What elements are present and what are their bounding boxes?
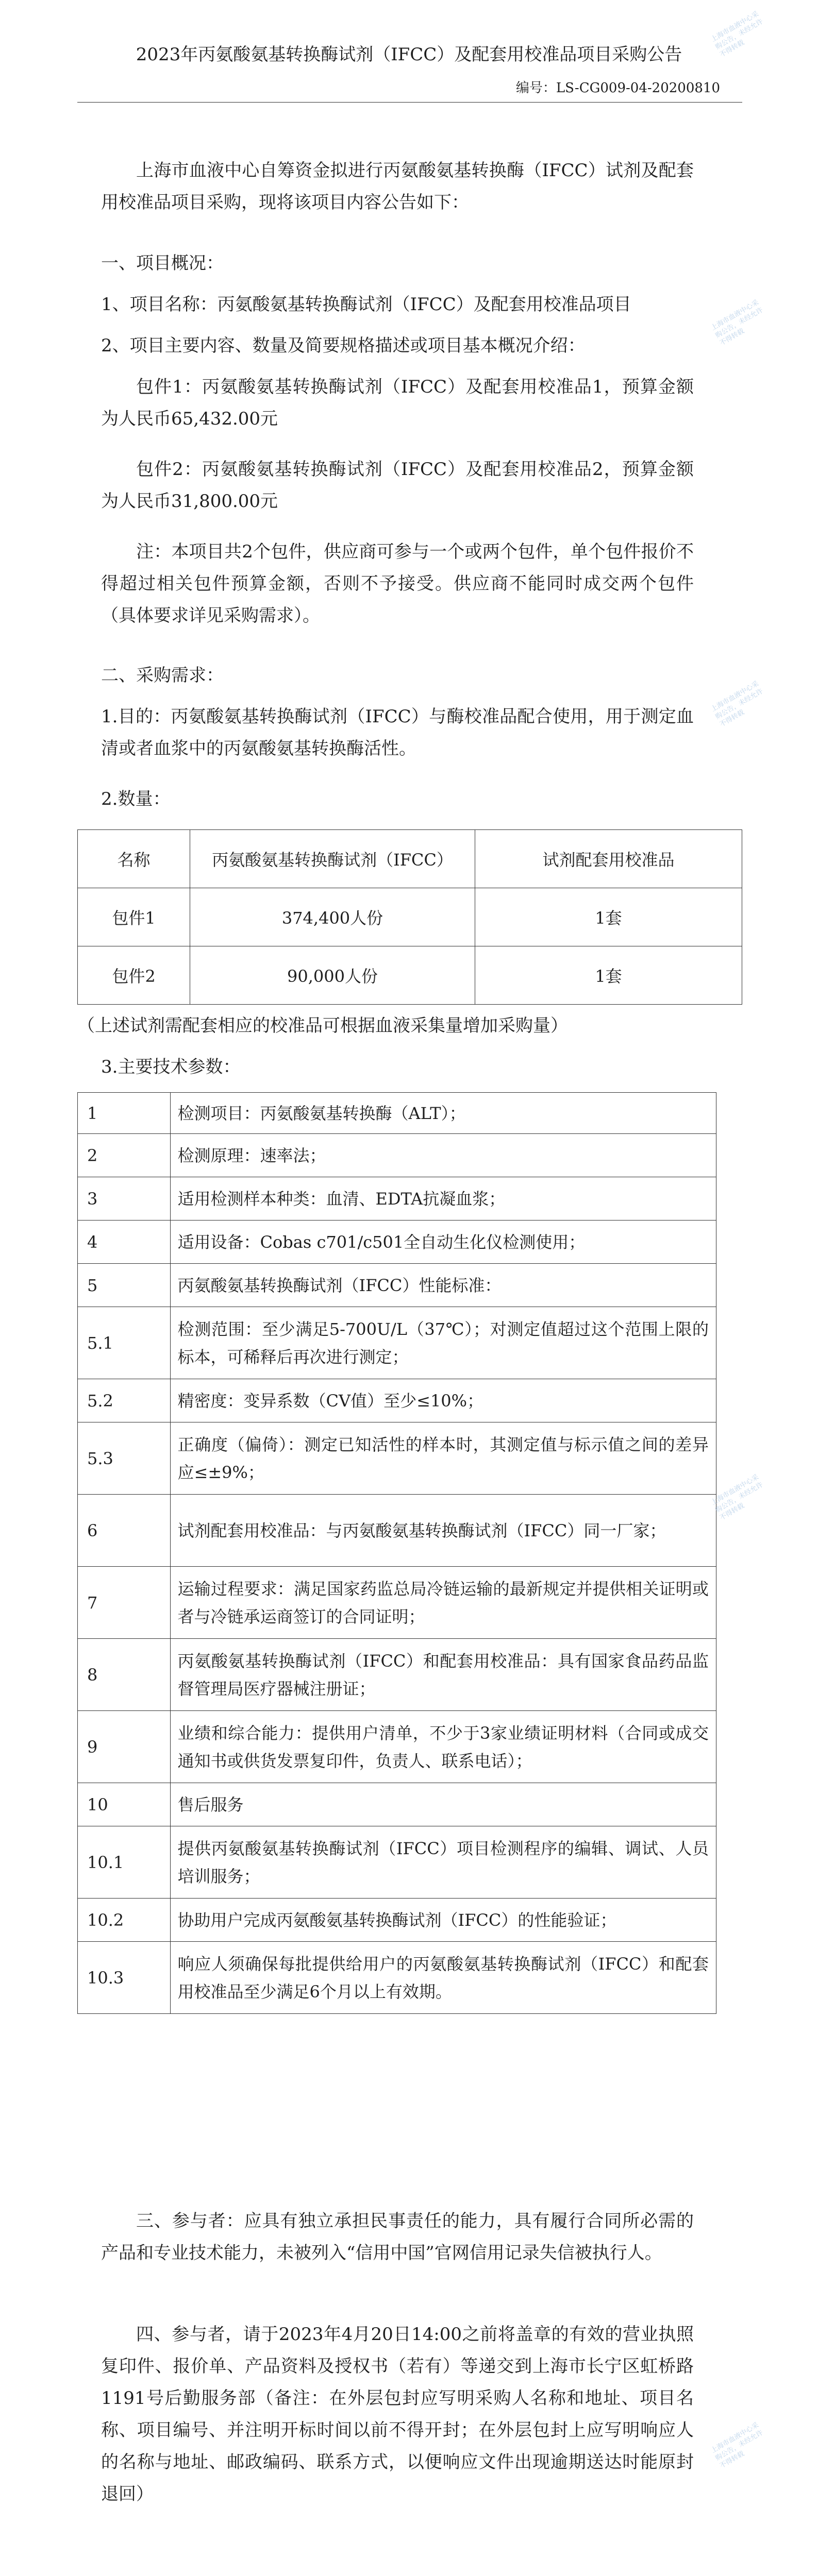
spec-text: 响应人须确保每批提供给用户的丙氨酸氨基转换酶试剂（IFCC）和配套用校准品至少满足6个月以上有效期。 [170, 1942, 716, 2014]
table-row [78, 1899, 716, 1942]
table-row [78, 1826, 716, 1899]
table-row [78, 888, 742, 946]
spec-number: 9 [78, 1711, 171, 1783]
table-cell: 1套 [475, 888, 742, 946]
spec-text: 丙氨酸氨基转换酶试剂（IFCC）和配套用校准品：具有国家食品药品监督管理局医疗器械注册证； [170, 1639, 716, 1711]
table-cell: 374,400人份 [190, 888, 475, 946]
spec-number: 5.2 [78, 1379, 171, 1422]
table-row [78, 1221, 716, 1264]
purpose-paragraph: 1.目的：丙氨酸氨基转换酶试剂（IFCC）与酶校准品配合使用，用于测定血清或者血浆中的丙氨酸氨基转换酶活性。 [101, 706, 694, 759]
quantity-note: （上述试剂需配套相应的校准品可根据血液采集量增加采购量） [77, 1015, 568, 1036]
spec-text: 检测范围：至少满足5-700U/L（37℃）；对测定值超过这个范围上限的标本，可稀释后再次进行测定； [170, 1307, 716, 1379]
spec-number: 6 [78, 1495, 171, 1567]
table-cell: 包件1 [78, 888, 190, 946]
table-row [78, 1307, 716, 1379]
section2-heading: 二、采购需求： [101, 665, 224, 686]
spec-text: 检测原理：速率法； [170, 1134, 716, 1177]
watermark-stamp: 上海市血液中心采购公告，未经允许不得转载 [710, 10, 765, 59]
section4-paragraph: 四、参与者，请于2023年4月20日14:00之前将盖章的有效的营业执照复印件、报价单、产品资料及授权书（若有）等递交到上海市长宁区虹桥路1191号后勤服务部（备注：在外层包封应写明采购人名称和地址、项目名称、项目编号、并注明开标时间以前不得开封；在外层包封上应写明响应人的名称与地址、邮政编码、联系方式，以便响应文件出现逾期送达时能原封退回） [101, 2324, 694, 2504]
spec-number: 8 [78, 1639, 171, 1711]
spec-number: 5 [78, 1264, 171, 1307]
table-row [78, 1422, 716, 1495]
table-row [78, 1639, 716, 1711]
spec-number: 10 [78, 1783, 171, 1826]
section1-heading: 一、项目概况： [101, 253, 224, 274]
spec-text: 业绩和综合能力：提供用户清单，不少于3家业绩证明材料（合同或成交通知书或供货发票复印件，负责人、联系电话）； [170, 1711, 716, 1783]
table-row [78, 1379, 716, 1422]
table-row [78, 946, 742, 1005]
spec-number: 1 [78, 1093, 171, 1134]
table-header-cell: 丙氨酸氨基转换酶试剂（IFCC） [190, 830, 475, 888]
package2-line: 包件2：丙氨酸氨基转换酶试剂（IFCC）及配套用校准品2，预算金额为人民币31,800.00元 [101, 459, 694, 512]
table-header-cell: 名称 [78, 830, 190, 888]
spec-text: 正确度（偏倚）：测定已知活性的样本时，其测定值与标示值之间的差异应≤±9%； [170, 1422, 716, 1495]
spec-text: 检测项目：丙氨酸氨基转换酶（ALT）； [170, 1093, 716, 1134]
spec-text: 协助用户完成丙氨酸氨基转换酶试剂（IFCC）的性能验证； [170, 1899, 716, 1942]
spec-number: 10.1 [78, 1826, 171, 1899]
table-cell: 1套 [475, 946, 742, 1005]
watermark-stamp: 上海市血液中心采购公告，未经允许不得转载 [710, 2421, 765, 2470]
spec-text: 丙氨酸氨基转换酶试剂（IFCC）性能标准： [170, 1264, 716, 1307]
quantity-table [77, 829, 742, 1005]
spec-number: 3 [78, 1177, 171, 1221]
table-row [78, 1495, 716, 1567]
document-number: 编号：LS-CG009-04-20200810 [515, 80, 720, 96]
spec-text: 适用检测样本种类：血清、EDTA抗凝血浆； [170, 1177, 716, 1221]
header-divider [77, 102, 742, 103]
spec-number: 10.3 [78, 1942, 171, 2014]
table-row [78, 1093, 716, 1134]
package1-line: 包件1：丙氨酸氨基转换酶试剂（IFCC）及配套用校准品1，预算金额为人民币65,432.00元 [101, 377, 694, 429]
table-header-cell: 试剂配套用校准品 [475, 830, 742, 888]
specs-heading: 3.主要技术参数： [101, 1057, 241, 1077]
spec-text: 适用设备：Cobas c701/c501全自动生化仪检测使用； [170, 1221, 716, 1264]
table-cell: 包件2 [78, 946, 190, 1005]
spec-number: 5.1 [78, 1307, 171, 1379]
spec-text: 提供丙氨酸氨基转换酶试剂（IFCC）项目检测程序的编辑、调试、人员培训服务； [170, 1826, 716, 1899]
section3-paragraph: 三、参与者：应具有独立承担民事责任的能力，具有履行合同所必需的产品和专业技术能力，未被列入“信用中国”官网信用记录失信被执行人。 [101, 2211, 694, 2263]
package-note: 注：本项目共2个包件，供应商可参与一个或两个包件，单个包件报价不得超过相关包件预算金额，否则不予接受。供应商不能同时成交两个包件（具体要求详见采购需求）。 [101, 541, 694, 626]
table-row [78, 1134, 716, 1177]
spec-number: 4 [78, 1221, 171, 1264]
table-row [78, 1942, 716, 2014]
watermark-stamp: 上海市血液中心采购公告，未经允许不得转载 [710, 298, 765, 348]
table-cell: 90,000人份 [190, 946, 475, 1005]
document-title: 2023年丙氨酸氨基转换酶试剂（IFCC）及配套用校准品项目采购公告 [136, 44, 682, 65]
table-row [78, 1783, 716, 1826]
quantity-heading: 2.数量： [101, 789, 171, 809]
spec-number: 5.3 [78, 1422, 171, 1495]
spec-text: 售后服务 [170, 1783, 716, 1826]
table-header-row [78, 830, 742, 888]
spec-number: 7 [78, 1567, 171, 1639]
spec-text: 试剂配套用校准品：与丙氨酸氨基转换酶试剂（IFCC）同一厂家； [170, 1495, 716, 1567]
project-content-label: 2、项目主要内容、数量及简要规格描述或项目基本概况介绍： [101, 335, 586, 356]
intro-paragraph: 上海市血液中心自筹资金拟进行丙氨酸氨基转换酶（IFCC）试剂及配套用校准品项目采购，现将该项目内容公告如下： [101, 160, 694, 213]
table-row [78, 1177, 716, 1221]
spec-number: 10.2 [78, 1899, 171, 1942]
spec-table [77, 1092, 716, 2014]
spec-text: 运输过程要求：满足国家药监总局冷链运输的最新规定并提供相关证明或者与冷链承运商签订的合同证明； [170, 1567, 716, 1639]
watermark-stamp: 上海市血液中心采购公告，未经允许不得转载 [710, 1473, 765, 1522]
project-name: 1、项目名称：丙氨酸氨基转换酶试剂（IFCC）及配套用校准品项目 [101, 294, 631, 315]
spec-number: 2 [78, 1134, 171, 1177]
table-row [78, 1264, 716, 1307]
table-row [78, 1711, 716, 1783]
table-row [78, 1567, 716, 1639]
spec-text: 精密度：变异系数（CV值）至少≤10%； [170, 1379, 716, 1422]
watermark-stamp: 上海市血液中心采购公告，未经允许不得转载 [710, 680, 765, 729]
